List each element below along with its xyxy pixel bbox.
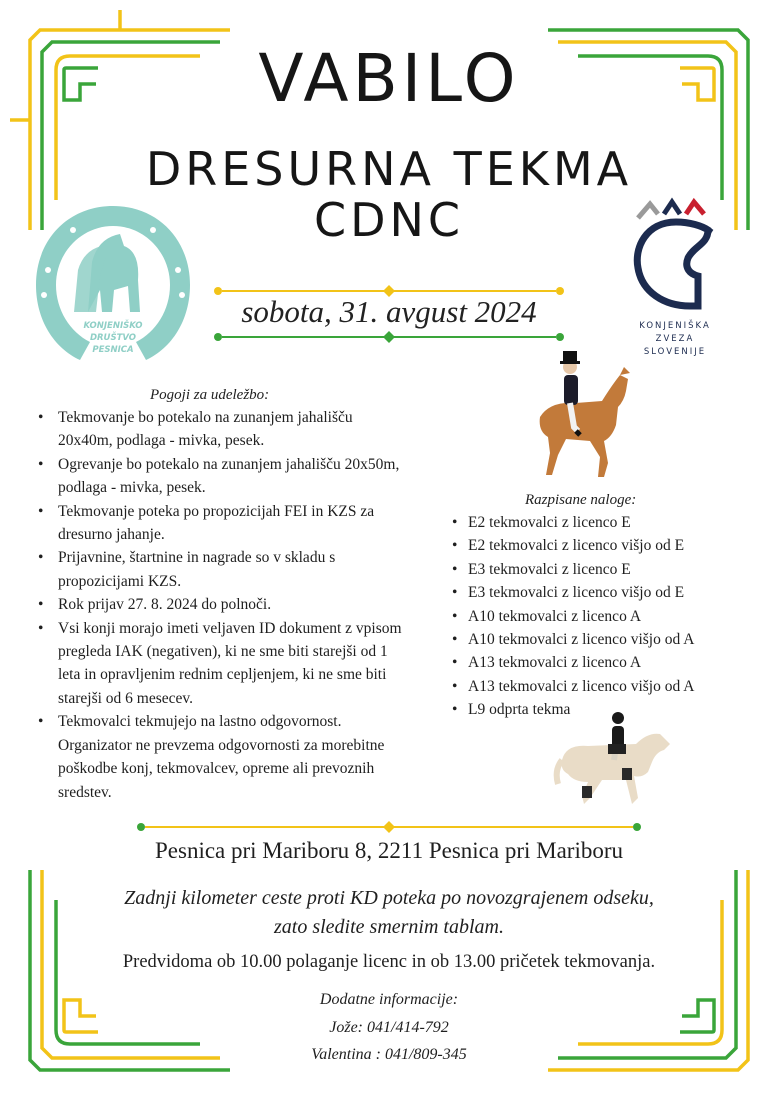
tasks-heading: Razpisane naloge: — [525, 492, 637, 508]
divider-ornament-icon — [135, 820, 643, 834]
info-heading: Dodatne informacije: — [319, 991, 459, 1008]
list-item: • Tekmovanje poteka po propozicijah FEI in KZS za dresurno jahanje. — [30, 500, 410, 547]
horseshoe-logo-icon — [28, 200, 198, 370]
conditions-heading: Pogoji za udeležbo: — [150, 387, 270, 403]
list-item: • L9 odprta tekma — [440, 698, 740, 721]
dressage-rider-photo — [520, 345, 640, 480]
list-item: • Ogrevanje bo potekalo na zunanjem jahališču 20x50m, podlaga - mivka, pesek. — [30, 453, 410, 500]
federation-name-line2: ZVEZA — [655, 334, 695, 344]
federation-name-line1: KONJENIŠKA — [639, 321, 711, 331]
list-item: • Rok prijav 27. 8. 2024 do polnoči. — [30, 593, 410, 616]
contact-joze: Jože: 041/414-792 — [329, 1019, 449, 1036]
list-item: • E2 tekmovalci z licenco višjo od E — [440, 534, 740, 557]
list-item: • Prijavnine, štartnine in nagrade so v skladu s propozicijami KZS. — [30, 546, 410, 593]
event-date: sobota, 31. avgust 2024 — [241, 294, 537, 329]
svg-text:PESNICA: PESNICA — [92, 345, 134, 355]
event-category: CDNC — [313, 193, 465, 247]
list-item: • Tekmovanje bo potekalo na zunanjem jahališču 20x40m, podlaga - mivka, pesek. — [30, 406, 410, 453]
contact-valentina: Valentina : 041/809-345 — [311, 1046, 467, 1063]
federation-name-line3: SLOVENIJE — [643, 347, 707, 357]
page-title: VABILO — [258, 40, 520, 117]
conditions-list — [30, 406, 410, 804]
road-note-line1: Zadnji kilometer ceste proti KD poteka po novozgrajenem odseku, — [124, 887, 654, 909]
svg-text:KONJENIŠKO: KONJENIŠKO — [83, 321, 143, 331]
list-item: • A13 tekmovalci z licenco A — [440, 651, 740, 674]
tasks-list — [440, 511, 740, 722]
road-note-line2: zato sledite smernim tablam. — [274, 916, 504, 938]
svg-text:DRUŠTVO: DRUŠTVO — [89, 333, 137, 343]
list-item: • A10 tekmovalci z licenco A — [440, 605, 740, 628]
event-title: DRESURNA TEKMA — [145, 142, 633, 196]
list-item: • E2 tekmovalci z licenco E — [440, 511, 740, 534]
list-item: • Tekmovalci tekmujejo na lastno odgovornost. Organizator ne prevzema odgovornosti za morebitne poškodbe konj, tekmovalcev, opreme ali prevoznih sredstev. — [30, 710, 410, 804]
divider-ornament-icon — [212, 330, 566, 344]
list-item: • E3 tekmovalci z licenco E — [440, 558, 740, 581]
list-item: • A13 tekmovalci z licenco višjo od A — [440, 675, 740, 698]
list-item: • Vsi konji morajo imeti veljaven ID dokument z vpisom pregleda IAK (negativen), ki ne sme biti starejši od 1 leta in opravljenim rednim cepljenjem, ki ne sme biti starejši od 6 mesecev. — [30, 617, 410, 711]
list-item: • A10 tekmovalci z licenco višjo od A — [440, 628, 740, 651]
list-item: • E3 tekmovalci z licenco višjo od E — [440, 581, 740, 604]
schedule-text: Predvidoma ob 10.00 polaganje licenc in ob 13.00 pričetek tekmovanja. — [122, 952, 656, 972]
venue-address: Pesnica pri Mariboru 8, 2211 Pesnica pri Mariboru — [155, 838, 623, 863]
rider-horse-photo — [552, 700, 680, 810]
